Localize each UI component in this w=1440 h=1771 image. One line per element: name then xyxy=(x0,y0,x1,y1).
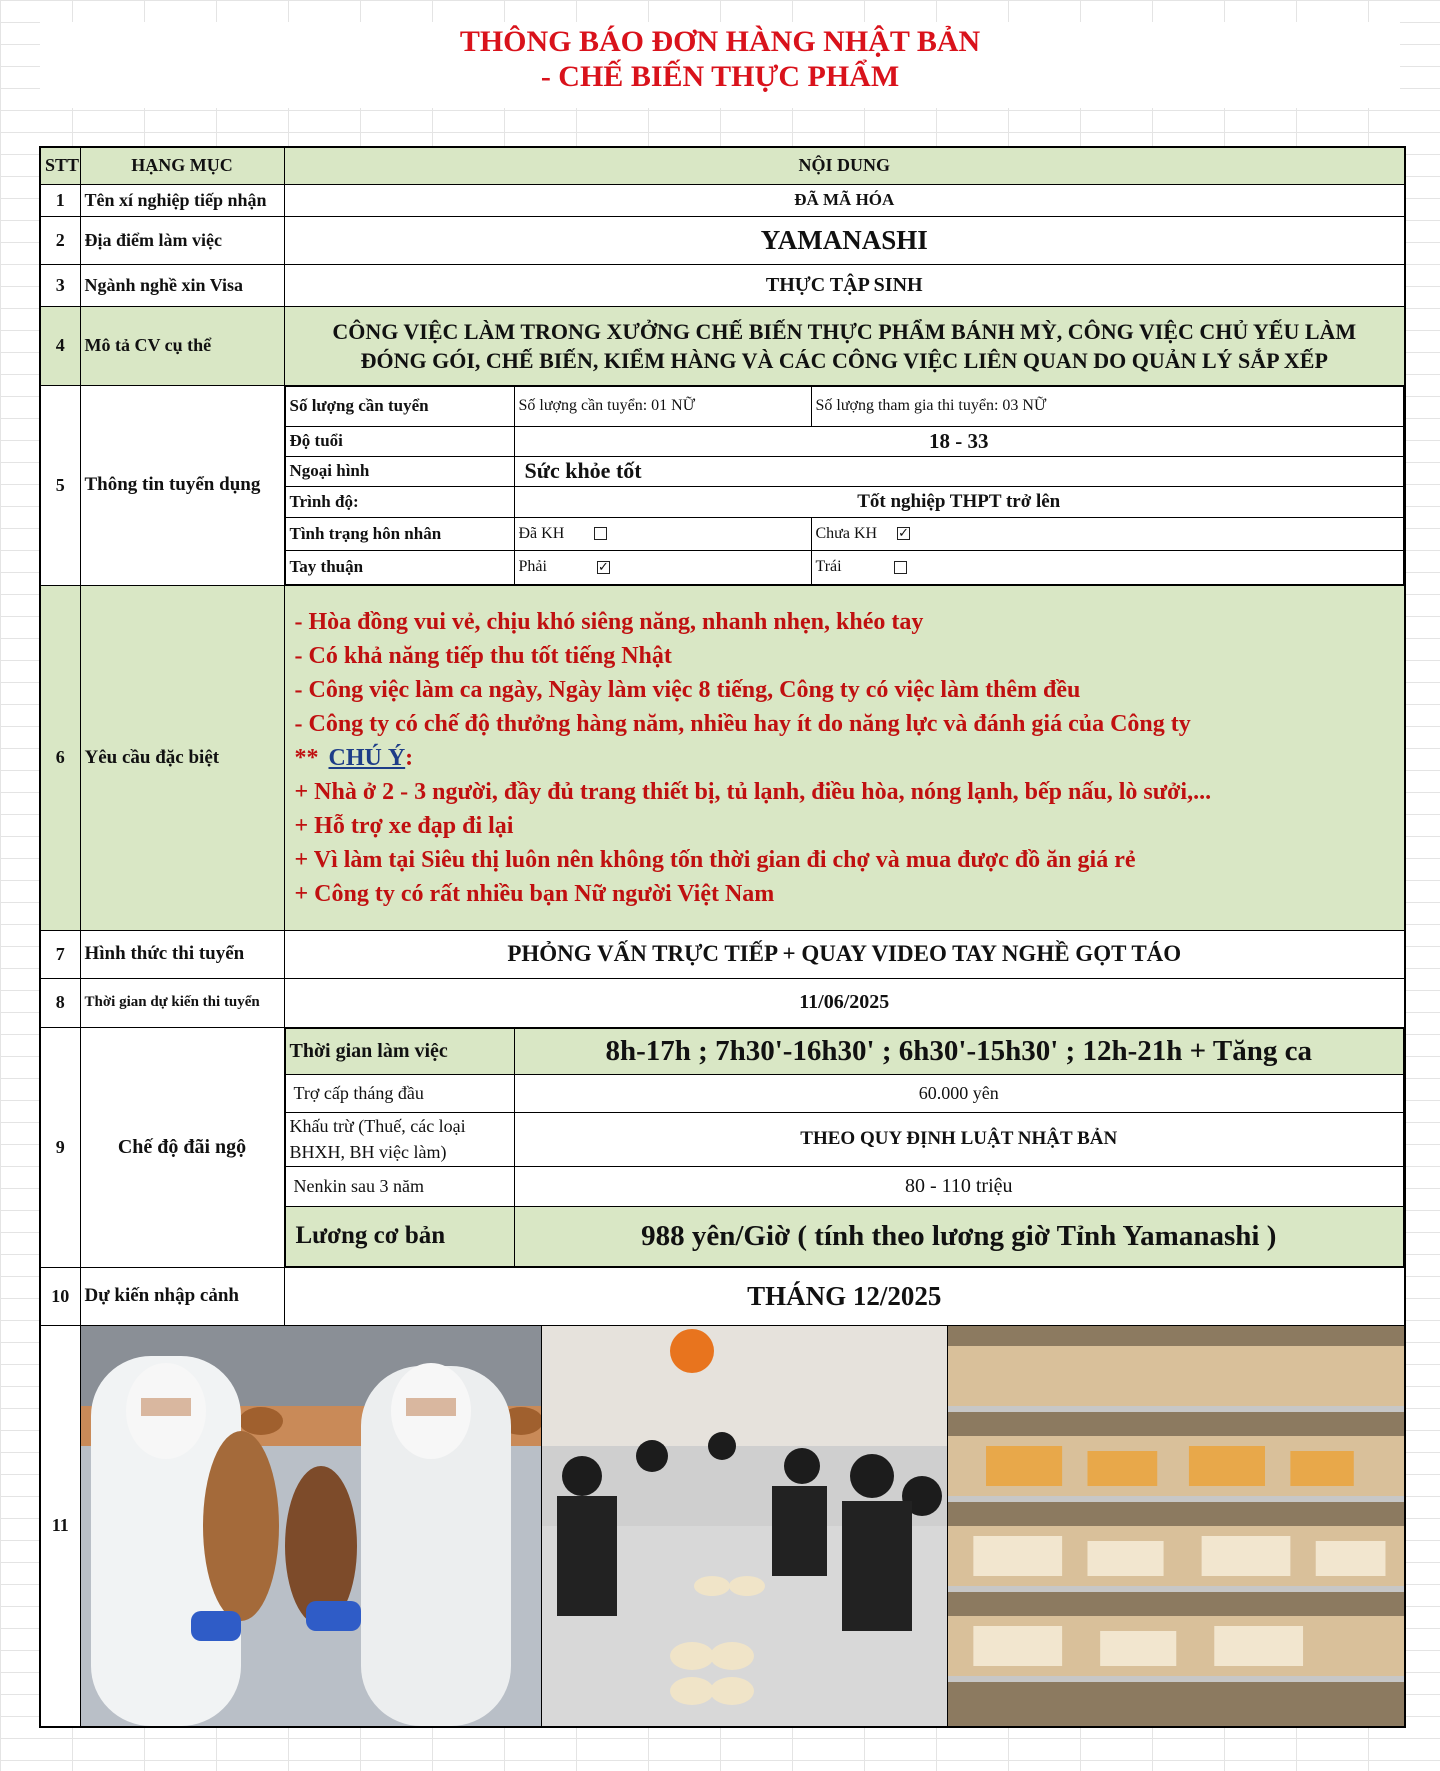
table-row xyxy=(40,385,1405,585)
note-prefix: ** xyxy=(294,744,325,771)
benefits-info xyxy=(284,1027,1405,1267)
req-line: - Công ty có chế độ thưởng hàng năm, nhiều hay ít do năng lực và đánh giá của Công ty xyxy=(294,710,1191,737)
req-line: - Công việc làm ca ngày, Ngày làm việc 8 tiếng, Công ty có việc làm thêm đều xyxy=(294,676,1081,703)
nenkin-value: 80 - 110 triệu xyxy=(514,1166,1404,1206)
note-label: CHÚ Ý xyxy=(328,744,406,771)
table-row xyxy=(40,1027,1405,1267)
marital-label: Tình trạng hôn nhân xyxy=(285,517,514,550)
qty-label: Số lượng cần tuyển xyxy=(285,386,514,426)
row-label: Mô tả CV cụ thể xyxy=(80,306,284,385)
age-value: 18 - 33 xyxy=(514,426,1404,456)
row-label: Thời gian dự kiến thi tuyển xyxy=(80,978,284,1027)
benefits-subtable xyxy=(285,1028,1405,1267)
table-row xyxy=(40,184,1405,216)
nenkin-label: Nenkin sau 3 năm xyxy=(285,1166,514,1206)
special-requirements xyxy=(284,585,1405,930)
look-value: Sức khỏe tốt xyxy=(514,456,1404,486)
benefit-line: + Công ty có rất nhiều bạn Nữ người Việt Nam xyxy=(294,880,775,907)
row-label: Thông tin tuyển dụng xyxy=(80,385,284,585)
table-row xyxy=(40,306,1405,385)
table-row xyxy=(40,930,1405,978)
row-stt: 7 xyxy=(40,930,80,978)
job-order-table xyxy=(39,146,1406,1728)
req-line: - Có khả năng tiếp thu tốt tiếng Nhật xyxy=(294,642,672,669)
age-label: Độ tuổi xyxy=(285,426,514,456)
single-checkbox[interactable]: ✓ xyxy=(898,525,910,541)
deduction-label: Khấu trừ (Thuế, các loại BHXH, BH việc làm) xyxy=(285,1112,514,1166)
title-line-1: THÔNG BÁO ĐƠN HÀNG NHẬT BẢN xyxy=(459,25,981,58)
edu-value: Tốt nghiệp THPT trở lên xyxy=(514,486,1404,517)
visa-type: THỰC TẬP SINH xyxy=(284,264,1405,306)
row-label: Ngành nghề xin Visa xyxy=(80,264,284,306)
single-option xyxy=(811,517,1404,550)
married-label: Đã KH xyxy=(518,524,565,542)
row-stt: 11 xyxy=(40,1325,80,1727)
table-row xyxy=(40,978,1405,1027)
row-label: Yêu cầu đặc biệt xyxy=(80,585,284,930)
qty-need: Số lượng cần tuyển: 01 NỮ xyxy=(514,386,811,426)
row-stt: 5 xyxy=(40,385,80,585)
row-label: Địa điểm làm việc xyxy=(80,216,284,264)
deduction-value: THEO QUY ĐỊNH LUẬT NHẬT BẢN xyxy=(514,1112,1404,1166)
table-row xyxy=(40,1267,1405,1325)
hand-label: Tay thuận xyxy=(285,550,514,584)
title-line-2: - CHẾ BIẾN THỰC PHẨM xyxy=(540,60,900,93)
bread-shelf-photo xyxy=(947,1326,1405,1726)
kitchen-training-photo xyxy=(541,1326,947,1726)
header-content: NỘI DUNG xyxy=(284,147,1405,184)
table-row xyxy=(40,1325,1405,1727)
exam-format: PHỎNG VẤN TRỰC TIẾP + QUAY VIDEO TAY NGHỀ GỌT TÁO xyxy=(284,930,1405,978)
edu-label: Trình độ: xyxy=(285,486,514,517)
table-row xyxy=(40,216,1405,264)
left-label: Trái xyxy=(815,558,842,575)
table-header-row xyxy=(40,147,1405,184)
row-stt: 1 xyxy=(40,184,80,216)
header-stt: STT xyxy=(40,147,80,184)
benefit-line: + Vì làm tại Siêu thị luôn nên không tốn thời gian đi chợ và mua được đồ ăn giá rẻ xyxy=(294,846,1136,873)
row-stt: 8 xyxy=(40,978,80,1027)
married-checkbox[interactable] xyxy=(594,527,607,540)
allowance-label: Trợ cấp tháng đầu xyxy=(285,1074,514,1112)
row-label: Tên xí nghiệp tiếp nhận xyxy=(80,184,284,216)
salary-label: Lương cơ bản xyxy=(285,1206,514,1266)
row-stt: 6 xyxy=(40,585,80,930)
row-stt: 10 xyxy=(40,1267,80,1325)
table-row xyxy=(40,585,1405,930)
row-stt: 9 xyxy=(40,1027,80,1267)
row-stt: 2 xyxy=(40,216,80,264)
req-line: - Hòa đồng vui vẻ, chịu khó siêng năng, nhanh nhẹn, khéo tay xyxy=(294,608,924,635)
left-option xyxy=(811,550,1404,584)
benefit-line: + Nhà ở 2 - 3 người, đầy đủ trang thiết bị, tủ lạnh, điều hòa, nóng lạnh, bếp nấu, lò sưởi,... xyxy=(294,778,1212,805)
note-heading xyxy=(295,741,1395,775)
page-title xyxy=(40,22,1400,108)
company-name: ĐÃ MÃ HÓA xyxy=(284,184,1405,216)
hours-label: Thời gian làm việc xyxy=(285,1028,514,1074)
job-description: CÔNG VIỆC LÀM TRONG XƯỞNG CHẾ BIẾN THỰC PHẨM BÁNH MỲ, CÔNG VIỆC CHỦ YẾU LÀM ĐÓNG GÓI, CHẾ BIẾN, KIỂM HÀNG VÀ CÁC CÔNG VIỆC LIÊN QUAN DO QUẢN LÝ SẮP XẾP xyxy=(284,306,1405,385)
exam-date: 11/06/2025 xyxy=(284,978,1405,1027)
hours-value: 8h-17h ; 7h30'-16h30' ; 6h30'-15h30' ; 12h-21h + Tăng ca xyxy=(514,1028,1404,1074)
recruitment-info xyxy=(284,385,1405,585)
table-row xyxy=(40,264,1405,306)
allowance-value: 60.000 yên xyxy=(514,1074,1404,1112)
row-label: Chế độ đãi ngộ xyxy=(80,1027,284,1267)
recruitment-subtable xyxy=(285,386,1405,585)
right-checkbox[interactable]: ✓ xyxy=(598,558,609,574)
qty-exam: Số lượng tham gia thi tuyển: 03 NỮ xyxy=(811,386,1404,426)
salary-value: 988 yên/Giờ ( tính theo lương giờ Tỉnh Yamanashi ) xyxy=(514,1206,1404,1266)
row-label: Dự kiến nhập cảnh xyxy=(80,1267,284,1325)
left-checkbox[interactable] xyxy=(894,561,907,574)
single-label: Chưa KH xyxy=(815,524,878,542)
photo-strip xyxy=(80,1325,1405,1727)
benefit-line: + Hỗ trợ xe đạp đi lại xyxy=(294,812,514,839)
work-location: YAMANASHI xyxy=(284,216,1405,264)
look-label: Ngoại hình xyxy=(285,456,514,486)
row-label: Hình thức thi tuyển xyxy=(80,930,284,978)
right-label: Phải xyxy=(518,558,547,575)
entry-date: THÁNG 12/2025 xyxy=(284,1267,1405,1325)
bakery-workers-photo xyxy=(81,1326,541,1726)
row-stt: 3 xyxy=(40,264,80,306)
row-stt: 4 xyxy=(40,306,80,385)
note-colon: : xyxy=(405,744,414,771)
right-option xyxy=(514,550,811,584)
header-category: HẠNG MỤC xyxy=(80,147,284,184)
married-option xyxy=(514,517,811,550)
